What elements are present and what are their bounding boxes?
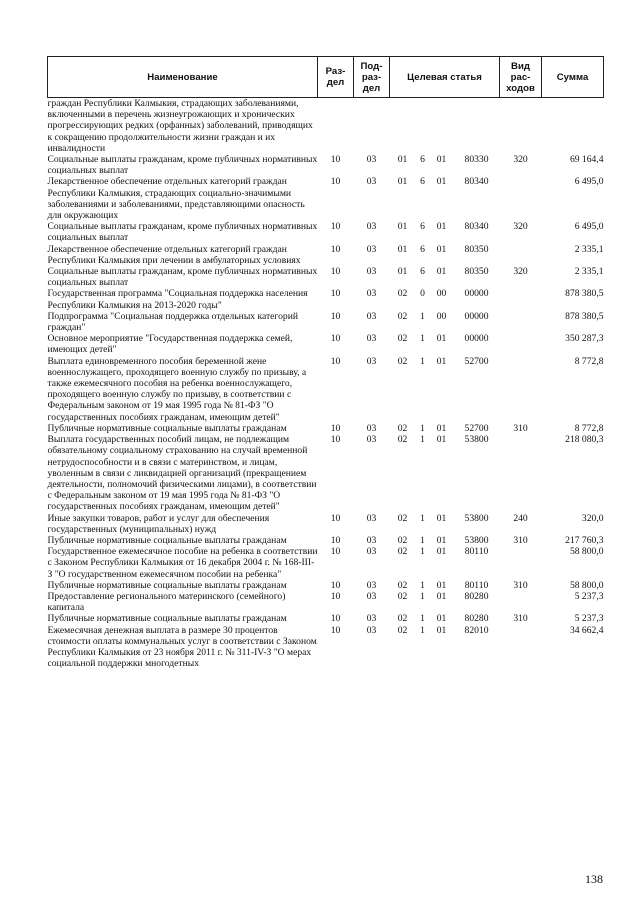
row-target-direction: 80280 <box>464 613 489 625</box>
row-target-subprogram: 1 <box>420 422 425 434</box>
row-section: 10 <box>330 613 341 625</box>
row-section: 10 <box>330 590 341 602</box>
row-target-program: 02 <box>397 333 408 345</box>
row-target-direction <box>454 98 500 155</box>
row-subsection: 03 <box>366 221 377 233</box>
row-sum: 5 237,3 <box>574 590 604 602</box>
row-target-direction: 52700 <box>464 422 489 434</box>
row-expense-type <box>500 591 542 613</box>
row-name: Подпрограмма "Социальная поддержка отдельных категорий граждан" <box>47 310 298 334</box>
row-name: Публичные нормативные социальные выплаты гражданам <box>47 422 287 434</box>
row-expense-type <box>500 333 542 355</box>
row-name: Предоставление регионального материнского (семейного) капитала <box>47 590 286 614</box>
row-sum: 2 335,1 <box>574 266 604 278</box>
row-section: 10 <box>330 434 341 446</box>
row-section: 10 <box>330 243 341 255</box>
row-target-direction: 53800 <box>464 534 489 546</box>
row-subsection: 03 <box>366 355 377 367</box>
row-expense-type: 310 <box>513 613 528 625</box>
row-name: Публичные нормативные социальные выплаты гражданам <box>47 579 287 591</box>
table-row <box>48 288 604 310</box>
row-target-program: 02 <box>397 310 408 322</box>
table-row <box>48 266 604 288</box>
row-target-subprogram: 1 <box>420 579 425 591</box>
row-target-subprogram: 6 <box>420 221 425 233</box>
row-target-subprogram: 6 <box>420 154 425 166</box>
row-target-event: 00 <box>436 288 447 300</box>
row-target-subprogram: 1 <box>420 613 425 625</box>
row-target-event: 01 <box>436 176 447 188</box>
row-target-event: 01 <box>436 333 447 345</box>
row-target-subprogram: 1 <box>420 434 425 446</box>
row-section: 10 <box>330 176 341 188</box>
table-body <box>48 98 604 670</box>
row-target-event: 01 <box>436 590 447 602</box>
row-target-subprogram: 6 <box>420 176 425 188</box>
row-sum: 218 080,3 <box>565 434 604 446</box>
table-row <box>48 311 604 333</box>
row-name: Социальные выплаты гражданам, кроме публичных нормативных социальных выплат <box>47 154 318 177</box>
table-row <box>48 244 604 266</box>
row-expense-type: 320 <box>513 266 528 278</box>
row-name: Государственная программа "Социальная поддержка населения Республики Калмыкия на 2013-2020 годы" <box>47 288 308 311</box>
row-section: 10 <box>330 546 341 558</box>
row-target-direction: 00000 <box>464 310 489 322</box>
row-subsection: 03 <box>366 546 377 558</box>
row-expense-type <box>500 288 542 310</box>
row-sum: 34 662,4 <box>569 624 604 636</box>
row-expense-type <box>500 98 542 155</box>
row-target-event: 01 <box>436 243 447 255</box>
row-sum <box>542 98 604 155</box>
row-target-direction: 53800 <box>464 512 489 524</box>
row-target-direction: 80350 <box>464 266 489 278</box>
header-target: Целевая статья <box>390 57 500 98</box>
row-expense-type <box>500 434 542 512</box>
row-target-event: 01 <box>436 221 447 233</box>
row-name: Социальные выплаты гражданам, кроме публичных нормативных социальных выплат <box>47 221 318 244</box>
row-subsection: 03 <box>366 613 377 625</box>
row-sum: 69 164,4 <box>569 154 604 166</box>
row-section: 10 <box>330 333 341 345</box>
header-section: Раз- дел <box>318 57 354 98</box>
row-expense-type: 320 <box>513 221 528 233</box>
row-target-event: 01 <box>436 534 447 546</box>
row-target-direction: 80110 <box>464 546 489 558</box>
row-section: 10 <box>330 266 341 278</box>
row-target-subprogram: 6 <box>420 266 425 278</box>
row-subsection: 03 <box>366 534 377 546</box>
row-target-subprogram: 1 <box>420 333 425 345</box>
row-target-subprogram <box>416 98 430 155</box>
row-target-program: 02 <box>397 355 408 367</box>
row-name: Ежемесячная денежная выплата в размере 30 процентов стоимости оплаты коммунальных услуг в соответствии с Законом Республики Калмыкия от 23 ноября 2011 г. № 311-IV-З "О мерах социальной поддержки многодетных <box>47 624 317 670</box>
row-sum: 6 495,0 <box>574 176 604 188</box>
row-sum: 878 380,5 <box>565 288 604 300</box>
row-target-event: 01 <box>436 579 447 591</box>
row-section: 10 <box>330 221 341 233</box>
row-sum: 5 237,3 <box>574 613 604 625</box>
row-section: 10 <box>330 288 341 300</box>
table-row <box>48 434 604 512</box>
row-subsection: 03 <box>366 154 377 166</box>
table-row <box>48 423 604 434</box>
row-name: Лекарственное обеспечение отдельных категорий граждан Республики Калмыкия, страдающих социально-значимыми заболеваниями и заболеваниями, представляющими опасность для окружающих <box>47 176 305 222</box>
row-subsection: 03 <box>366 266 377 278</box>
row-name: Публичные нормативные социальные выплаты гражданам <box>47 613 287 625</box>
row-target-event: 01 <box>436 266 447 278</box>
row-subsection <box>354 98 390 155</box>
row-section: 10 <box>330 579 341 591</box>
row-target-event: 01 <box>436 512 447 524</box>
table-row <box>48 580 604 591</box>
row-target-program: 02 <box>397 512 408 524</box>
row-target-program: 02 <box>397 624 408 636</box>
row-name: граждан Республики Калмыкия, страдающих заболеваниями, включенными в перечень жизнеугрожающих и хронических прогрессирующих редких (орфанных) заболеваний, приводящих к сокращению продолжительности жизни граждан и их инвалидности <box>47 98 313 154</box>
row-target-direction: 80340 <box>464 176 489 188</box>
row-subsection: 03 <box>366 333 377 345</box>
row-target-program: 02 <box>397 434 408 446</box>
row-sum: 350 287,3 <box>565 333 604 345</box>
header-subsection: Под- раз- дел <box>354 57 390 98</box>
row-section: 10 <box>330 534 341 546</box>
row-subsection: 03 <box>366 422 377 434</box>
row-sum: 320,0 <box>581 512 604 524</box>
row-target-direction: 82010 <box>464 624 489 636</box>
table-row <box>48 625 604 670</box>
table-row <box>48 613 604 624</box>
page-number: 138 <box>585 872 603 886</box>
row-target-subprogram: 1 <box>420 512 425 524</box>
row-target-event: 01 <box>436 422 447 434</box>
table-row <box>48 546 604 580</box>
row-target-direction: 53800 <box>464 434 489 446</box>
row-target-direction: 80340 <box>464 221 489 233</box>
row-target-subprogram: 1 <box>420 310 425 322</box>
row-target-event: 01 <box>436 546 447 558</box>
row-target-subprogram: 0 <box>420 288 425 300</box>
row-expense-type <box>500 244 542 266</box>
budget-table <box>47 56 604 669</box>
row-expense-type <box>500 546 542 580</box>
row-expense-type: 320 <box>513 154 528 166</box>
row-section: 10 <box>330 355 341 367</box>
row-target-event: 00 <box>436 310 447 322</box>
row-target-direction: 00000 <box>464 288 489 300</box>
row-subsection: 03 <box>366 434 377 446</box>
row-target-program <box>390 98 416 155</box>
row-sum: 58 800,0 <box>569 546 604 558</box>
row-expense-type: 310 <box>513 579 528 591</box>
row-expense-type <box>500 625 542 670</box>
header-type: Вид рас- ходов <box>500 57 542 98</box>
row-target-subprogram: 1 <box>420 546 425 558</box>
table-row <box>48 176 604 221</box>
row-subsection: 03 <box>366 288 377 300</box>
row-target-program: 02 <box>397 422 408 434</box>
row-expense-type: 240 <box>513 512 528 524</box>
row-section: 10 <box>330 624 341 636</box>
row-target-subprogram: 6 <box>420 243 425 255</box>
table-row <box>48 333 604 355</box>
row-target-event: 01 <box>436 154 447 166</box>
row-target-program: 01 <box>397 243 408 255</box>
row-sum: 878 380,5 <box>565 310 604 322</box>
row-expense-type <box>500 356 542 423</box>
row-target-direction: 52700 <box>464 355 489 367</box>
row-subsection: 03 <box>366 590 377 602</box>
row-sum: 58 800,0 <box>569 579 604 591</box>
row-section: 10 <box>330 310 341 322</box>
row-target-program: 01 <box>397 266 408 278</box>
header-name: Наименование <box>48 57 318 98</box>
row-target-program: 01 <box>397 154 408 166</box>
row-name: Иные закупки товаров, работ и услуг для обеспечения государственных (муниципальных) нужд <box>47 512 270 535</box>
row-name: Основное мероприятие "Государственная поддержка семей, имеющих детей" <box>47 333 293 356</box>
row-target-event: 01 <box>436 434 447 446</box>
row-target-subprogram: 1 <box>420 534 425 546</box>
row-expense-type: 310 <box>513 534 528 546</box>
row-target-program: 02 <box>397 579 408 591</box>
row-target-direction: 80330 <box>464 154 489 166</box>
row-target-program: 02 <box>397 288 408 300</box>
row-section: 10 <box>330 422 341 434</box>
row-expense-type <box>500 311 542 333</box>
row-target-program: 01 <box>397 176 408 188</box>
row-target-direction: 00000 <box>464 333 489 345</box>
table-row <box>48 591 604 613</box>
row-subsection: 03 <box>366 579 377 591</box>
row-target-program: 01 <box>397 221 408 233</box>
row-section: 10 <box>330 154 341 166</box>
row-target-subprogram: 1 <box>420 624 425 636</box>
row-name: Выплата государственных пособий лицам, не подлежащим обязательному социальному страхованию на случай временной нетрудоспособности и в связи с материнством, и лицам, уволенным в связи с ликвидацией организаций (прекращением деятельности, полномочий физическими лицами), в соответствии с Федеральным законом от 19 мая 1995 года № 81-ФЗ "О государственных пособиях гражданам, имеющим детей" <box>47 434 317 513</box>
row-subsection: 03 <box>366 243 377 255</box>
table-row <box>48 513 604 535</box>
row-target-direction: 80280 <box>464 590 489 602</box>
row-section: 10 <box>330 512 341 524</box>
row-target-program: 02 <box>397 534 408 546</box>
row-name: Государственное ежемесячное пособие на ребенка в соответствии с Законом Республики Калмыкия от 16 декабря 2004 г. № 168-III-З "О государственном ежемесячном пособии на ребенка" <box>47 546 318 580</box>
row-name: Социальные выплаты гражданам, кроме публичных нормативных социальных выплат <box>47 266 318 289</box>
row-name: Лекарственное обеспечение отдельных категорий граждан Республики Калмыкия при лечении в амбулаторных условиях <box>47 243 301 266</box>
table-row <box>48 535 604 546</box>
row-sum: 8 772,8 <box>574 422 604 434</box>
table-row <box>48 154 604 176</box>
row-name: Публичные нормативные социальные выплаты гражданам <box>47 534 287 546</box>
row-target-event: 01 <box>436 355 447 367</box>
row-section <box>318 98 354 155</box>
row-subsection: 03 <box>366 310 377 322</box>
row-sum: 6 495,0 <box>574 221 604 233</box>
row-sum: 8 772,8 <box>574 355 604 367</box>
row-subsection: 03 <box>366 624 377 636</box>
table-header-row <box>48 57 604 98</box>
row-expense-type <box>500 176 542 221</box>
row-sum: 2 335,1 <box>574 243 604 255</box>
row-subsection: 03 <box>366 176 377 188</box>
row-target-subprogram: 1 <box>420 355 425 367</box>
table-row <box>48 98 604 155</box>
row-target-direction: 80350 <box>464 243 489 255</box>
header-sum: Сумма <box>542 57 604 98</box>
row-sum: 217 760,3 <box>565 534 604 546</box>
row-target-program: 02 <box>397 590 408 602</box>
row-expense-type: 310 <box>513 422 528 434</box>
row-target-subprogram: 1 <box>420 590 425 602</box>
row-target-direction: 80110 <box>464 579 489 591</box>
table-row <box>48 221 604 243</box>
table-row <box>48 356 604 423</box>
row-target-event: 01 <box>436 613 447 625</box>
row-subsection: 03 <box>366 512 377 524</box>
row-target-event <box>430 98 454 155</box>
row-target-program: 02 <box>397 613 408 625</box>
row-target-event: 01 <box>436 624 447 636</box>
row-target-program: 02 <box>397 546 408 558</box>
row-name: Выплата единовременного пособия беременной жене военнослужащего, проходящего военную службу по призыву, а также ежемесячного пособия на ребенка военнослужащего, проходящего военную службу по призыву, в соответствии с Федеральным законом от 19 мая 1995 года № 81-ФЗ "О государственных пособиях гражданам, имеющим детей" <box>47 355 307 423</box>
